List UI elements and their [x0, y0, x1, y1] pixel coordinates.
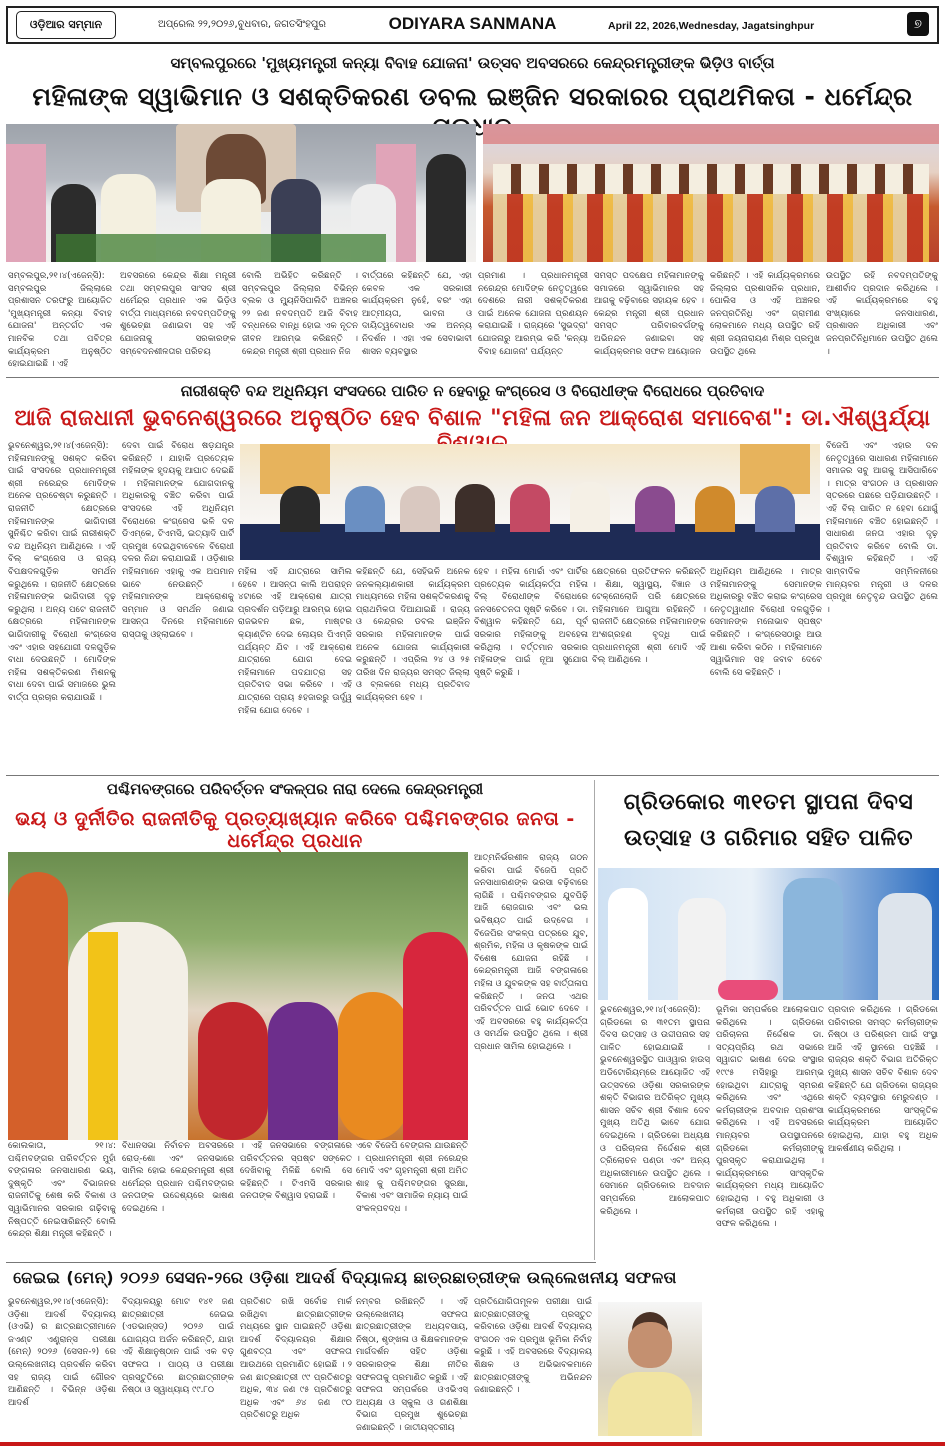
story1-photo-stage: [6, 124, 476, 262]
story4-photo-event: [598, 868, 939, 1000]
story2-column-7: ଅଧିନିୟମ ଆଣିଥିଲେ । ମାତ୍ର ମହିଳାମାନଙ୍କୁ ସେମାନଙ୍କ ଅଧିକାରରୁ ବଞ୍ଚିତ କରାଇ କଂଗ୍ରେସ ନେତୃତ୍ୱାଧୀନ ବିରୋଧୀ ଦଳଗୁଡ଼ିକ ସେମାନଙ୍କ ମନୋଭାବ ସ୍ପଷ୍ଟ କରିଛନ୍ତି । କଂଗ୍ରେସଠାରୁ ଆଉ ଆଶା କରିବା କଠିନ । ମହିଳାମାନେ ସ୍ୱାଭିମାନ ସହ ଜବାବ ଦେବେ ବୋଲି ସେ କହିଛନ୍ତି ।: [710, 567, 822, 678]
divider: [6, 1262, 596, 1263]
story3-headline: ଭୟ ଓ ଦୁର୍ନୀତିର ରାଜନୀତିକୁ ପ୍ରତ୍ୟାଖ୍ୟାନ କରିବେ ପଶ୍ଚିମବଙ୍ଗର ଜନତା - ଧର୍ମେନ୍ଦ୍ର ପ୍ରଧାନ: [15, 808, 575, 852]
story1-column-4: ବାର୍ତ୍ତାରେ କହିଛନ୍ତି ଯେ, ଏହା କେବଳ ଏକ ସରକାରୀ କାର୍ଯ୍ୟକ୍ରମ ନୁହେଁ, ବରଂ ଏହା ଆତ୍ମୀୟତା, ଭାବନା ଓ ଦାୟିତ୍ୱବୋଧର ଏକ ଅନନ୍ୟ ନିଦର୍ଶନ । ଏହା ଏକ ସେବାଭାବୀ ଶାସନ ବ୍ୟବସ୍ଥାର: [362, 271, 472, 357]
story3-column-4: ଏବେ ବିଜେପି ବେଙ୍ଗଲ ଯାଉଛନ୍ତି । ପ୍ରଧାନମନ୍ତ୍ରୀ ଶ୍ରୀ ନରେନ୍ଦ୍ର ମୋଦି ଏବଂ ଗୃହମନ୍ତ୍ରୀ ଶ୍ରୀ ଅମିତ ଶାହ କୁ ପଶ୍ଚିମବଙ୍ଗର ସୁରକ୍ଷା, ବିକାଶ ଏବଂ ସାମାଜିକ ନ୍ୟାୟ ପାଇଁ ସଂକଳ୍ପବଦ୍ଧ ।: [356, 1141, 468, 1214]
story2-column-8: ବିଜେପି ଏବଂ ଏହାର ଦଳ ନେତୃତ୍ୱରେ ସାଧାରଣ ମହିଳାମାନେ ସମାଜର ସବୁ ଆଗକୁ ଆସିପାରିବେ । ମାତ୍ର ସଂଗଠନ ଓ ପ୍ରଶାସନ ସ୍ତରରେ ପଛରେ ପଡ଼ିଯାଉଛନ୍ତି । ଏହି ବିଲ୍ ପାରିତ ନ ହେବା ଯୋଗୁଁ ମହିଳାମାନେ ବଞ୍ଚିତ ହୋଇଛନ୍ତି । ସାଧାରଣ ଜନତା ଏହାର ଦୃଢ଼ ପ୍ରତିବାଦ କରିବେ ବୋଲି ଡା. ବିଶ୍ୱାଳ କହିଛନ୍ତି । ଏହି ସାମ୍ବାଦିକ ସମ୍ମିଳନୀରେ ମାନ୍ୟବର ମନ୍ତ୍ରୀ ଓ ଦଳର ପ୍ରମୁଖ ନେତୃବୃନ୍ଦ ଉପସ୍ଥିତ ଥିଲେ ।: [826, 441, 938, 615]
story3-column-2: ବିଧାନସଭା ନିର୍ବାଚନ ଅବସରରେ ରୋଡ୍‌-ଶୋ ଏବଂ ଜନସଭାରେ ସାମିଲ ହୋଇ କେନ୍ଦ୍ରମନ୍ତ୍ରୀ ଶ୍ରୀ ଧର୍ମେନ୍ଦ୍ର ପ୍ରଧାନ ପଶ୍ଚିମବଙ୍ଗର ଜନତାଙ୍କ ଉଦ୍ଦେଶ୍ୟରେ ଭାଷଣ ଦେଇଥିଲେ ।: [122, 1141, 234, 1214]
story1-column-8: ଉପସ୍ଥିତ ରହି ନବଦମ୍ପତିଙ୍କୁ ଆଶୀର୍ବାଦ ପ୍ରଦାନ କରିଥିଲେ । ଏହି କାର୍ଯ୍ୟକ୍ରମରେ ବହୁ ସଂଖ୍ୟାରେ ଜନସାଧାରଣ, ପ୍ରଶାସନ ଅଧିକାରୀ ଏବଂ ଜନପ୍ରତିନିଧିମାନେ ଉପସ୍ଥିତ ଥିଲେ ।: [826, 271, 938, 357]
divider: [594, 780, 595, 1260]
story3-column-1: କୋଲକାତା, ୨୧।୪: ପଶ୍ଚିମବଙ୍ଗର ପରିବର୍ତ୍ତନ ମୁହାଁ ବଙ୍ଗଳାର ଜନସାଧାରଣ ଭୟ, ଦୁଷ୍କୃତି ଏବଂ ବିଭାଜନର ରାଜନୀତିକୁ ଶେଷ କରି ବିକାଶ ଓ ସ୍ୱାଭିମାନର ସରକାର ଗଢ଼ିବାକୁ ନିଷ୍ପତ୍ତି ନେଇସାରିଛନ୍ତି ବୋଲି କେନ୍ଦ୍ର ଶିକ୍ଷା ମନ୍ତ୍ରୀ କହିଛନ୍ତି ।: [8, 1141, 116, 1240]
story5-column-4: ନମ୍ବର ରଖିଛନ୍ତି । ଏହି ଉଲ୍ଲେଖନୀୟ ସଫଳତା ଛାତ୍ରଛାତ୍ରୀଙ୍କ ଅଧ୍ୟବସାୟ, ନିଷ୍ଠା, ଶୃଙ୍ଖଳା ଓ ଶିକ୍ଷକମାନଙ୍କ ମାର୍ଗଦର୍ଶନ ସହିତ ଓଡ଼ିଶା ସରକାରଙ୍କ ଶିକ୍ଷା ନୀତିର ସଫଳତାକୁ ପ୍ରମାଣିତ କରୁଛି । ଏହି ସଫଳତା ସମ୍ପର୍କରେ ଓଏଭିଏସ୍ ଅଧ୍ୟକ୍ଷ ଓ ସ୍କୁଲ ଓ ଗଣଶିକ୍ଷା ବିଭାଗ ପ୍ରମୁଖ ଶୁଭେଚ୍ଛା ଜଣାଇଛନ୍ତି । ଜାତୀୟସ୍ତରୀୟ: [356, 1297, 468, 1433]
story3-photo-rally: [8, 852, 468, 1140]
story5-student-photo: [598, 1302, 702, 1436]
story1-kicker: ସମ୍ବଲପୁରରେ 'ମୁଖ୍ୟମନ୍ତ୍ରୀ କନ୍ୟା ବିବାହ ଯୋଜନା' ଉତ୍ସବ ଅବସରରେ କେନ୍ଦ୍ରମନ୍ତ୍ରୀଙ୍କ ଭିଡ଼ିଓ ବାର୍ତ୍ତା: [170, 54, 775, 72]
story2-column-2: ଦେବା ପାଇଁ ବିରୋଧ ଷଡ଼ଯନ୍ତ୍ର କରିଛନ୍ତି । ଯାହାକି ପ୍ରତ୍ୟେକ ମହିଳାଙ୍କ ହୃଦୟକୁ ଆଘାତ ଦେଇଛି । ମହିଳାମାନଙ୍କ ଯୋଗଦାନକୁ ଅଧିକାରକୁ ବଞ୍ଚିତ କରିବା ପାଇଁ ସଂସଦରେ ଏହି ଅଧିନିୟମ ବିରୋଧରେ କଂଗ୍ରେସ ଭଳି ଦଳ ଡିଏମ୍‌କେ, ଟିଏମସି, ଇତ୍ୟାଦି ପାର୍ଟି ପ୍ରମୁଖ ଦେଇଥିବାବେଳେ ବିରୋଧୀ ଦଳର ନିନ୍ଦା କରାଯାଇଛି । ଓଡ଼ିଶାର ମହିଳାମାନେ ଏହାକୁ ଏକ ଅପମାନ ଭାବେ ନେଉଛନ୍ତି । ମହିଳାମାନଙ୍କ ଆକ୍ରୋଶକୁ ସମ୍ମାନ ଓ ସମର୍ଥନ ଜଣାଇ ଆସନ୍ତା ଦିନରେ ମହିଳାମାନେ ରାସ୍ତାକୁ ଓହ୍ଲାଇବେ ।: [122, 441, 234, 640]
divider: [6, 775, 939, 776]
story4-headline-line2: ଉତ୍ସାହ ଓ ଗରିମାର ସହିତ ପାଳିତ: [623, 826, 914, 851]
divider: [6, 377, 939, 378]
story3-column-5: ଆତ୍ମନିର୍ଭରଶୀଳ ରାଜ୍ୟ ଗଠନ କରିବା ପାଇଁ ବିଜେପି ପ୍ରତି ଜନସାଧାରଣଙ୍କ ଭରସା ବଢ଼ିବାରେ ଲାଗିଛି । ପଶ୍ଚିମବଙ୍ଗର ଯୁବପିଢ଼ି ଆଜି ରୋଜଗାର ଏବଂ ଭଲ ଭବିଷ୍ୟତ ପାଇଁ ଉଦ୍‌ବେଗ । ବିଜେପିର ସଂକଳ୍ପ ପତ୍ରରେ ଯୁବ, ଶ୍ରମିକ, ମହିଳା ଓ କୃଷକଙ୍କ ପାଇଁ ବିଶେଷ ଯୋଜନା ରହିଛି । କେନ୍ଦ୍ରମନ୍ତ୍ରୀ ଆଜି ବଙ୍ଗଳାରେ ମହିଳା ଓ ଯୁବକଙ୍କ ସହ ବାର୍ତ୍ତାଳାପ କରିଛନ୍ତି । ଜନତା ଏଥର ପରିବର୍ତ୍ତନ ପାଇଁ ଭୋଟ ଦେବେ । ଏହି ଅବସରରେ ବହୁ କାର୍ଯ୍ୟକର୍ତ୍ତା ଓ ସମର୍ଥକ ଉପସ୍ଥିତ ଥିଲେ । ଶ୍ରୀ ପ୍ରଧାନ ସାମିଲ ହୋଇଥିଲେ ।: [474, 853, 588, 1052]
story5-column-6: ପ୍ରଦାନ କରିଥିଲେ । ଗ୍ରିଡକୋ ପରିବାରର ସମସ୍ତ କର୍ମଚାରୀଙ୍କ ନିଷ୍ଠା ଓ ପରିଶ୍ରମ ପାଇଁ ସଂସ୍ଥା ଆଜି ଏହି ସ୍ଥାନରେ ପହଞ୍ଚିଛି । ରାଜ୍ୟର ଶକ୍ତି ବିଭାଗ ଅତିରିକ୍ତ ମୁଖ୍ୟ ଶାସନ ସଚିବ ବିଶାଳ ଦେବ କହିଛନ୍ତି ଯେ ଗ୍ରିଡକୋ ରାଜ୍ୟର ଶକ୍ତି ବ୍ୟବସ୍ଥାର ମେରୁଦଣ୍ଡ । କାର୍ଯ୍ୟକ୍ରମରେ ସାଂସ୍କୃତିକ କାର୍ଯ୍ୟକ୍ରମ ଆୟୋଜିତ ହୋଇଥିଲା, ଯାହା ବହୁ ଅଧିକ ଆକର୍ଷଣୀୟ କରିଥିଲା ।: [828, 1005, 938, 1154]
story2-column-4: କହିଛନ୍ତି ଯେ, ସେହିଭଳି ଅନେକ ଜନକଲ୍ୟାଣକାରୀ କାର୍ଯ୍ୟକ୍ରମ ମାଧ୍ୟମରେ ମହିଳା ସଶକ୍ତିକରଣକୁ ପ୍ରାଥମିକତା ଦିଆଯାଇଛି । ରାଜ୍ୟ ଓ କେନ୍ଦ୍ରର ଡବଲ ଇଞ୍ଜିନ ସରକାର ମହିଳାମାନଙ୍କ ପାଇଁ ଅନେକ ଯୋଜନା କାର୍ଯ୍ୟକାରୀ କରୁଛନ୍ତି । ଏପ୍ରିଲ ୨୪ ଓ ୨୫ ତାରିଖ ଦିନ ରାଜ୍ୟର ସମସ୍ତ ଜିଲ୍ଲା ଓ ବ୍ଲକରେ ମଧ୍ୟ ପ୍ରତିବାଦ କାର୍ଯ୍ୟକ୍ରମ ହେବ ।: [356, 567, 470, 703]
story1-column-1: ସମ୍ବଲପୁର,୨୧।୪(ଏଜେନ୍ସି): ସମ୍ବଲପୁର ଜିଲ୍ଲାରେ ପ୍ରଶାସନ ତରଫରୁ ଆୟୋଜିତ 'ମୁଖ୍ୟମନ୍ତ୍ରୀ କନ୍ୟା ବିବାହ ଯୋଜନା' ଅନ୍ତର୍ଗତ ଏକ ମାନବିକ ତଥା ପବିତ୍ର କାର୍ଯ୍ୟକ୍ରମ ଅନୁଷ୍ଠିତ ହୋଇଯାଇଛି । ଏହି: [8, 271, 112, 370]
story2-photo-press-meet: [240, 444, 820, 560]
story5-column-3: ପ୍ରତିଶତ ରଖି ସର୍ବୋଚ୍ଚ ମାର୍କ ରଖିଥିବା ଛାତ୍ରଛାତ୍ରୀଙ୍କ ମଧ୍ୟରେ ସ୍ଥାନ ପାଇଛନ୍ତି ଓଡ଼ିଶା ଆଦର୍ଶ ବିଦ୍ୟାଳୟର ଶିକ୍ଷାର ଗୁଣବତ୍ତା ଏବଂ ସଫଳତା ଆଉଥରେ ପ୍ରମାଣିତ ହୋଇଛି । ୨ ଜଣ ଛାତ୍ରଛାତ୍ରୀ ୯୯ ପ୍ରତିଶତରୁ ଅଧିକ, ୩୪ ଜଣ ୯୫ ପ୍ରତିଶତରୁ ଅଧିକ ଏବଂ ୬୪ ଜଣ ୯୦ ପ୍ରତିଶତରୁ ଅଧିକ: [240, 1297, 352, 1421]
story3-column-3: । ଏହି ଜନସଭାରେ ବଙ୍ଗଳାରେ ପରିବର୍ତ୍ତନର ସ୍ପଷ୍ଟ ସଙ୍କେତ ଦେଖିବାକୁ ମିଳିଛି ବୋଲି ସେ କହିଛନ୍ତି । ଟିଏମସି ସରକାର ଜନତାଙ୍କ ବିଶ୍ୱାସ ହରାଇଛି ।: [240, 1141, 352, 1202]
story5-column-5: ପ୍ରତିଯୋଗିତାମୂଳକ ପରୀକ୍ଷା ପାଇଁ ଛାତ୍ରଛାତ୍ରୀଙ୍କୁ ପ୍ରସ୍ତୁତ କରିବାରେ ଓଡ଼ିଶା ଆଦର୍ଶ ବିଦ୍ୟାଳୟ ସଂଗଠନ ଏକ ପ୍ରମୁଖ ଭୂମିକା ନିର୍ବାହ କରୁଛି । ଏହି ଅବସରରେ ବିଦ୍ୟାଳୟ ଶିକ୍ଷକ ଓ ଅଭିଭାବକମାନେ ଛାତ୍ରଛାତ୍ରୀଙ୍କୁ ଅଭିନନ୍ଦନ ଜଣାଇଛନ୍ତି ।: [474, 1297, 592, 1396]
date-odia: ଅପ୍ରେଲ ୨୨,୨୦୨୬,ବୁଧବାର, ଜଗତସିଂହପୁର: [158, 19, 326, 30]
story2-column-6: କ୍ଷେତ୍ରରେ ପ୍ରତିଫଳନ କରିଛନ୍ତି । ଶିକ୍ଷା, ସ୍ୱାସ୍ଥ୍ୟ, ବିଜ୍ଞାନ ଓ ଟେକ୍ନୋଲୋଜି ପରି କ୍ଷେତ୍ରରେ ମହିଳାମାନେ ଆଗୁଆ ରହିଛନ୍ତି । ରାଜନୀତି କ୍ଷେତ୍ରରେ ମହିଳାମାନଙ୍କ ଅଂଶଗ୍ରହଣ ବୃଦ୍ଧି ପାଇଁ ପ୍ରଧାନମନ୍ତ୍ରୀ ଶ୍ରୀ ମୋଦି ଏହି ବିଲ୍ ଆଣିଥିଲେ ।: [592, 567, 706, 666]
story1-column-5: ପ୍ରମାଣ । ପ୍ରଧାନମନ୍ତ୍ରୀ ନରେନ୍ଦ୍ର ମୋଦିଙ୍କ ନେତୃତ୍ୱରେ ଦେଶରେ ନାରୀ ସଶକ୍ତିକରଣ ପାଇଁ ଅନେକ ଯୋଜନା ପ୍ରଣୟନ କରାଯାଇଛି । ରାଜ୍ୟରେ 'ସୁଭଦ୍ରା' ଯୋଜନାରୁ ଆରମ୍ଭ କରି 'କନ୍ୟା ବିବାହ ଯୋଜନା' ପର୍ଯ୍ୟନ୍ତ: [478, 271, 588, 357]
story2-column-5: ହେବ । ମହିଳା ମୋର୍ଚ୍ଚା ଏବଂ ପାର୍ଟିର ପ୍ରତ୍ୟେକ କାର୍ଯ୍ୟକର୍ତ୍ତା ମହିଳା ବିଲ୍ ବିରୋଧୀଙ୍କ ବିରୋଧରେ ଜନସଚେତନତା ସୃଷ୍ଟି କରିବେ । ଡା. ବିଶ୍ୱାଳ କହିଛନ୍ତି ଯେ, ପୂର୍ବ ସରକାର ମହିଳାଙ୍କୁ ଅବହେଳା କରିଥିଲା । ବର୍ତ୍ତମାନ ସରକାର ମହିଳାଙ୍କ ପାଇଁ ନୂଆ ସୁଯୋଗ ସୃଷ୍ଟି କରୁଛି ।: [474, 567, 588, 678]
story1-column-7: କରିଛନ୍ତି । ଏହି କାର୍ଯ୍ୟକ୍ରମରେ ଜିଲ୍ଲାର ପ୍ରଶାସନିକ ପ୍ରଧାନ, ପୋଲିସ ଓ ଏହି ଅଞ୍ଚଳର ଜନପ୍ରତିନିଧି ଏବଂ ଗ୍ରାମୀଣ ଲୋକମାନେ ମଧ୍ୟ ଉପସ୍ଥିତ ରହି ଶ୍ରୀ ଜୟନାରାୟଣ ମିଶ୍ର ପ୍ରମୁଖ ଉପସ୍ଥିତ ଥିଲେ: [710, 271, 820, 357]
story4-column-1: ଭୁବନେଶ୍ୱର,୨୧।୪(ଏଜେନ୍ସି): ଗ୍ରିଡକୋ ର ୩୧ତମ ସ୍ଥାପନା ଦିବସ ଉତ୍ସାହ ଓ ଉଦ୍ଦୀପନାର ସହ ପାଳିତ ହୋଇଯାଇଛି । ଭୁବନେଶ୍ୱରସ୍ଥିତ ପାଓ୍ୱାର ହାଉସ୍‌ ଅଡିଟୋରିୟମ୍‌ରେ ଆୟୋଜିତ ଏହି ଉତ୍ସବରେ ଓଡ଼ିଶା ସରକାରଙ୍କ ଶକ୍ତି ବିଭାଗର ଅତିରିକ୍ତ ମୁଖ୍ୟ ଶାସନ ସଚିବ ଶ୍ରୀ ବିଶାଳ ଦେବ ମୁଖ୍ୟ ଅତିଥି ଭାବେ ଯୋଗ ଦେଇଥିଲେ । ଗ୍ରିଡକୋ ଅଧ୍ୟକ୍ଷ ଓ ପରିଚାଳନା ନିର୍ଦ୍ଦେଶକ ଶ୍ରୀ ତ୍ରିଲୋଚନ ପଣ୍ଡା ଏବଂ ଅନ୍ୟ ଅଧିକାରୀମାନେ ଉପସ୍ଥିତ ଥିଲେ । ସେମାନେ ଗ୍ରିଡକୋର ଅବଦାନ ସମ୍ପର୍କରେ ଆଲୋକପାତ କରିଥିଲେ ।: [600, 1005, 710, 1217]
story1-headline: ମହିଳାଙ୍କ ସ୍ୱାଭିମାନ ଓ ସଶକ୍ତିକରଣ ଡବଲ ଇଞ୍ଜିନ ସରକାରର ପ୍ରାଥମିକତା - ଧର୍ମେନ୍ଦ୍ର: [32, 82, 913, 111]
story5-headline: ଜେଇଇ (ମେନ୍) ୨୦୨୬ ସେସନ-୨ରେ ଓଡ଼ିଶା ଆଦର୍ଶ ବିଦ୍ୟାଳୟ ଛାତ୍ରଛାତ୍ରୀଙ୍କ ଉଲ୍ଲେଖନୀୟ ସଫଳତା: [13, 1268, 677, 1287]
date-english: April 22, 2026,Wednesday, Jagatsinghpur: [608, 20, 815, 32]
story5-column-1: ଭୁବନେଶ୍ୱର,୨୧।୪(ଏଜେନ୍ସି): ଓଡ଼ିଶା ଆଦର୍ଶ ବିଦ୍ୟାଳୟ (ଓଏଭି) ର ଛାତ୍ରଛାତ୍ରୀମାନେ ଜଏଣ୍ଟ ଏଣ୍ଟ୍ରାନ୍ସ ପରୀକ୍ଷା (ମେନ୍) ୨୦୨୬ (ସେସନ-୨) ରେ ଉଲ୍ଲେଖନୀୟ ପ୍ରଦର୍ଶନ କରିବା ସହ ରାଜ୍ୟ ପାଇଁ ଗୌରବ ଆଣିଛନ୍ତି । ବିଭିନ୍ନ ଓଡ଼ିଶା ଆଦର୍ଶ: [8, 1297, 116, 1408]
story2-kicker: ନାରୀଶକ୍ତି ବନ୍ଦ ଅଧିନିୟମ ସଂସଦରେ ପାରିତ ନ ହେବାରୁ କଂଗ୍ରେସ ଓ ବିରୋଧୀଙ୍କ ବିରୋଧରେ ପ୍ରତିବାଦ: [180, 382, 765, 400]
story1-photo-wedding: [483, 124, 939, 262]
story2-headline: ଆଜି ରାଜଧାନୀ ଭୁବନେଶ୍ୱରରେ ଅନୁଷ୍ଠିତ ହେବ ବିଶାଳ "ମହିଳା ଜନ ଆକ୍ରୋଶ ସମାବେଶ": ଡା.ଐଶ୍ୱର୍ଯ୍ୟା: [14, 406, 931, 431]
story3-kicker: ପଶ୍ଚିମବଙ୍ଗରେ ପରିବର୍ତ୍ତନ ସଂକଳ୍ପର ନାରା ଦେଲେ କେନ୍ଦ୍ରମନ୍ତ୍ରୀ: [106, 780, 484, 798]
masthead: [6, 6, 939, 44]
story4-headline-line1: ଗ୍ରିଡକୋର ୩୧ତମ ସ୍ଥାପନା ଦିବସ: [623, 790, 914, 815]
newspaper-logo: ଓଡ଼ିଆର ସମ୍ମାନ: [16, 11, 116, 39]
story1-column-6: ସମସ୍ତ ପଦକ୍ଷେପ ମହିଳାମାନଙ୍କୁ ସମାଜରେ ସ୍ୱାଭିମାନର ସହ ଆଗକୁ ବଢ଼ିବାରେ ସହାୟକ ହେବ । କେନ୍ଦ୍ର ମନ୍ତ୍ରୀ ଶ୍ରୀ ପ୍ରଧାନ ସମସ୍ତ ପରିବାରବର୍ଗଙ୍କୁ ଅଭିନନ୍ଦନ ଜଣାଇବା ସହ କାର୍ଯ୍ୟକ୍ରମର ସଫଳ ଆୟୋଜନ: [594, 271, 704, 357]
story5-column-2: ବିଦ୍ୟାଳୟରୁ ମୋଟ ୧୪୧ ଜଣ ଛାତ୍ରଛାତ୍ରୀ ଜେଇଇ (ଏଡଭାନ୍ସଡ୍) ୨୦୨୬ ପାଇଁ ଯୋଗ୍ୟତା ଅର୍ଜନ କରିଛନ୍ତି, ଯାହା ଏହି ଶିକ୍ଷାନୁଷ୍ଠାନ ପାଇଁ ଏକ ବଡ଼ ସଫଳତା । ପାଠ୍ୟ ଓ ପରୀକ୍ଷା ପ୍ରସ୍ତୁତିରେ ଛାତ୍ରଛାତ୍ରୀଙ୍କ ନିଷ୍ଠା ଓ ସ୍ୱାଧ୍ୟାୟ ୯୯.୮୦: [122, 1297, 234, 1396]
newspaper-name: ODIYARA SANMANA: [388, 14, 557, 33]
story4-column-2: ଭୂମିକା ସମ୍ପର୍କରେ ଆଲୋକପାତ କରିଥିଲେ । ଗ୍ରିଡକୋ ପରିଚାଳନା ନିର୍ଦ୍ଦେଶକ ଡା. ସତ୍ୟପ୍ରିୟ ରଥ ସଭାରେ ସ୍ୱାଗତ ଭାଷଣ ଦେଇ ସଂସ୍ଥାର ୧୯୯୫ ମସିହାରୁ ଆରମ୍ଭ ହୋଇଥିବା ଯାତ୍ରାକୁ ସ୍ମରଣ କରିଥିଲେ ଏବଂ ଏଥିରେ କର୍ମଚାରୀଙ୍କ ଅବଦାନ ପ୍ରଶଂସା କରିଥିଲେ । ଏହି ଅବସରରେ ମାନ୍ୟବର ଉପସ୍ଥାପନରେ ଗ୍ରିଡକୋ କର୍ମଚାରୀଙ୍କୁ ପୁରସ୍କୃତ କରାଯାଇଥିଲା । କାର୍ଯ୍ୟକ୍ରମରେ ସାଂସ୍କୃତିକ କାର୍ଯ୍ୟକ୍ରମ ମଧ୍ୟ ଆୟୋଜିତ ହୋଇଥିଲା । ବହୁ ଅଧିକାରୀ ଓ କର୍ମଚାରୀ ଉପସ୍ଥିତ ରହି ଏହାକୁ ସଫଳ କରିଥିଲେ ।: [716, 1005, 824, 1230]
footer-bar: [0, 1442, 945, 1446]
story1-column-2: ଅବସରରେ କେନ୍ଦ୍ର ଶିକ୍ଷା ମନ୍ତ୍ରୀ ତଥା ସମ୍ବଲପୁର ସାଂସଦ ଶ୍ରୀ ଧର୍ମେନ୍ଦ୍ର ପ୍ରଧାନ ଏକ ଭିଡ଼ିଓ ବାର୍ତ୍ତା ମାଧ୍ୟମରେ ନବଦମ୍ପତିଙ୍କୁ ଶୁଭେଚ୍ଛା ଜଣାଇବା ସହ ଏହି ଯୋଜନାକୁ ସରକାରଙ୍କ ସମ୍ବେଦନଶୀଳତାର ପରିଚୟ: [120, 271, 236, 357]
page-number: ୭: [907, 12, 929, 36]
story2-column-3: ମହିଳା ଏହି ଯାତ୍ରାରେ ସାମିଲ ହେବେ । ଆସନ୍ତା କାଲି ଅପରାହ୍ନ ୪ଟାରେ ଏହି ଆକ୍ରୋଶ ଯାତ୍ରା ପ୍ରଦର୍ଶନ ପଡ଼ିଆରୁ ଆରମ୍ଭ ହୋଇ ରାଜଭବନ ଛକ, ମାଷ୍ଟର କ୍ୟାଣ୍ଟିନ ଦେଇ ଲୋୟର ପିଏମ୍‌ଜି ପର୍ଯ୍ୟନ୍ତ ଯିବ । ଏହି ଆକ୍ରୋଶ ଯାତ୍ରାରେ ଯୋଗ ଦେଇ ମହିଳାମାନେ ପଦଯାତ୍ରା ସହ ପ୍ରତିବାଦ ସଭା କରିବେ । ଏହି ଯାତ୍ରାରେ ପ୍ରାୟ ୫ହଜାରରୁ ଊର୍ଦ୍ଧ୍ୱ ମହିଳା ଯୋଗ ଦେବେ ।: [238, 567, 352, 716]
story1-column-3: ବୋଲି ଅଭିହିତ କରିଛନ୍ତି । ସମ୍ବଲପୁର ଜିଲ୍ଲାର ବିଭିନ୍ନ ବ୍ଲକ ଓ ମ୍ୟୁନିସିପାଲିଟି ଅଞ୍ଚଳର ୨୨ ଜଣ ନବଦମ୍ପତି ଆଜି ବିବାହ ବନ୍ଧନରେ ବାନ୍ଧି ହୋଇ ଏକ ନୂତନ ଜୀବନ ଆରମ୍ଭ କରିଛନ୍ତି । କେନ୍ଦ୍ର ମନ୍ତ୍ରୀ ଶ୍ରୀ ପ୍ରଧାନ ନିଜ: [242, 271, 358, 357]
story2-column-1: ଭୁବନେଶ୍ୱର,୨୧।୪(ଏଜେନ୍ସି): ମହିଳାମାନଙ୍କୁ ସଶକ୍ତ କରିବା ପାଇଁ ସଂସଦରେ ପ୍ରଧାନମନ୍ତ୍ରୀ ଶ୍ରୀ ନରେନ୍ଦ୍ର ମୋଦିଙ୍କ ଅନେକ ପ୍ରଚେଷ୍ଟା କରୁଛନ୍ତି । ରାଜନୀତି କ୍ଷେତ୍ରରେ ମହିଳାମାନଙ୍କ ଭାଗିଦାରୀ ସୁନିଶ୍ଚିତ କରିବା ପାଇଁ ନାରୀଶକ୍ତି ବନ୍ଦ ଅଧିନିୟମ ଆଣିଥିଲେ । ଏହି ବିଲ୍ କଂଗ୍ରେସ ଓ ରାଜ୍ୟ ବିପକ୍ଷଦଳଗୁଡ଼ିକ ସମର୍ଥନ କରୁଥିଲେ । ରାଜନୀତି କ୍ଷେତ୍ରରେ ମହିଳାମାନଙ୍କ ଭାଗିଦାରୀ ଦୃଢ଼ କରୁଥିଲା । ଅନ୍ୟ ପଟେ ରାଜନୀତି କ୍ଷେତ୍ରରେ ମହିଳାମାନଙ୍କ ଭାଗିଦାରୀକୁ ବିରୋଧୀ କଂଗ୍ରେସ ଏବଂ ଏହାର ସହଯୋଗୀ ଦଳଗୁଡ଼ିକ ବାଧା ଦେଉଛନ୍ତି । ମୋଦିଙ୍କ ମହିଳା ସଶକ୍ତିକରଣ ମିଶନକୁ ବାଧା ଦେବା ପାଇଁ ସମାଜରେ ଭୁଲ ବାର୍ତ୍ତା ପ୍ରଚାର କରାଯାଉଛି ।: [8, 441, 116, 703]
